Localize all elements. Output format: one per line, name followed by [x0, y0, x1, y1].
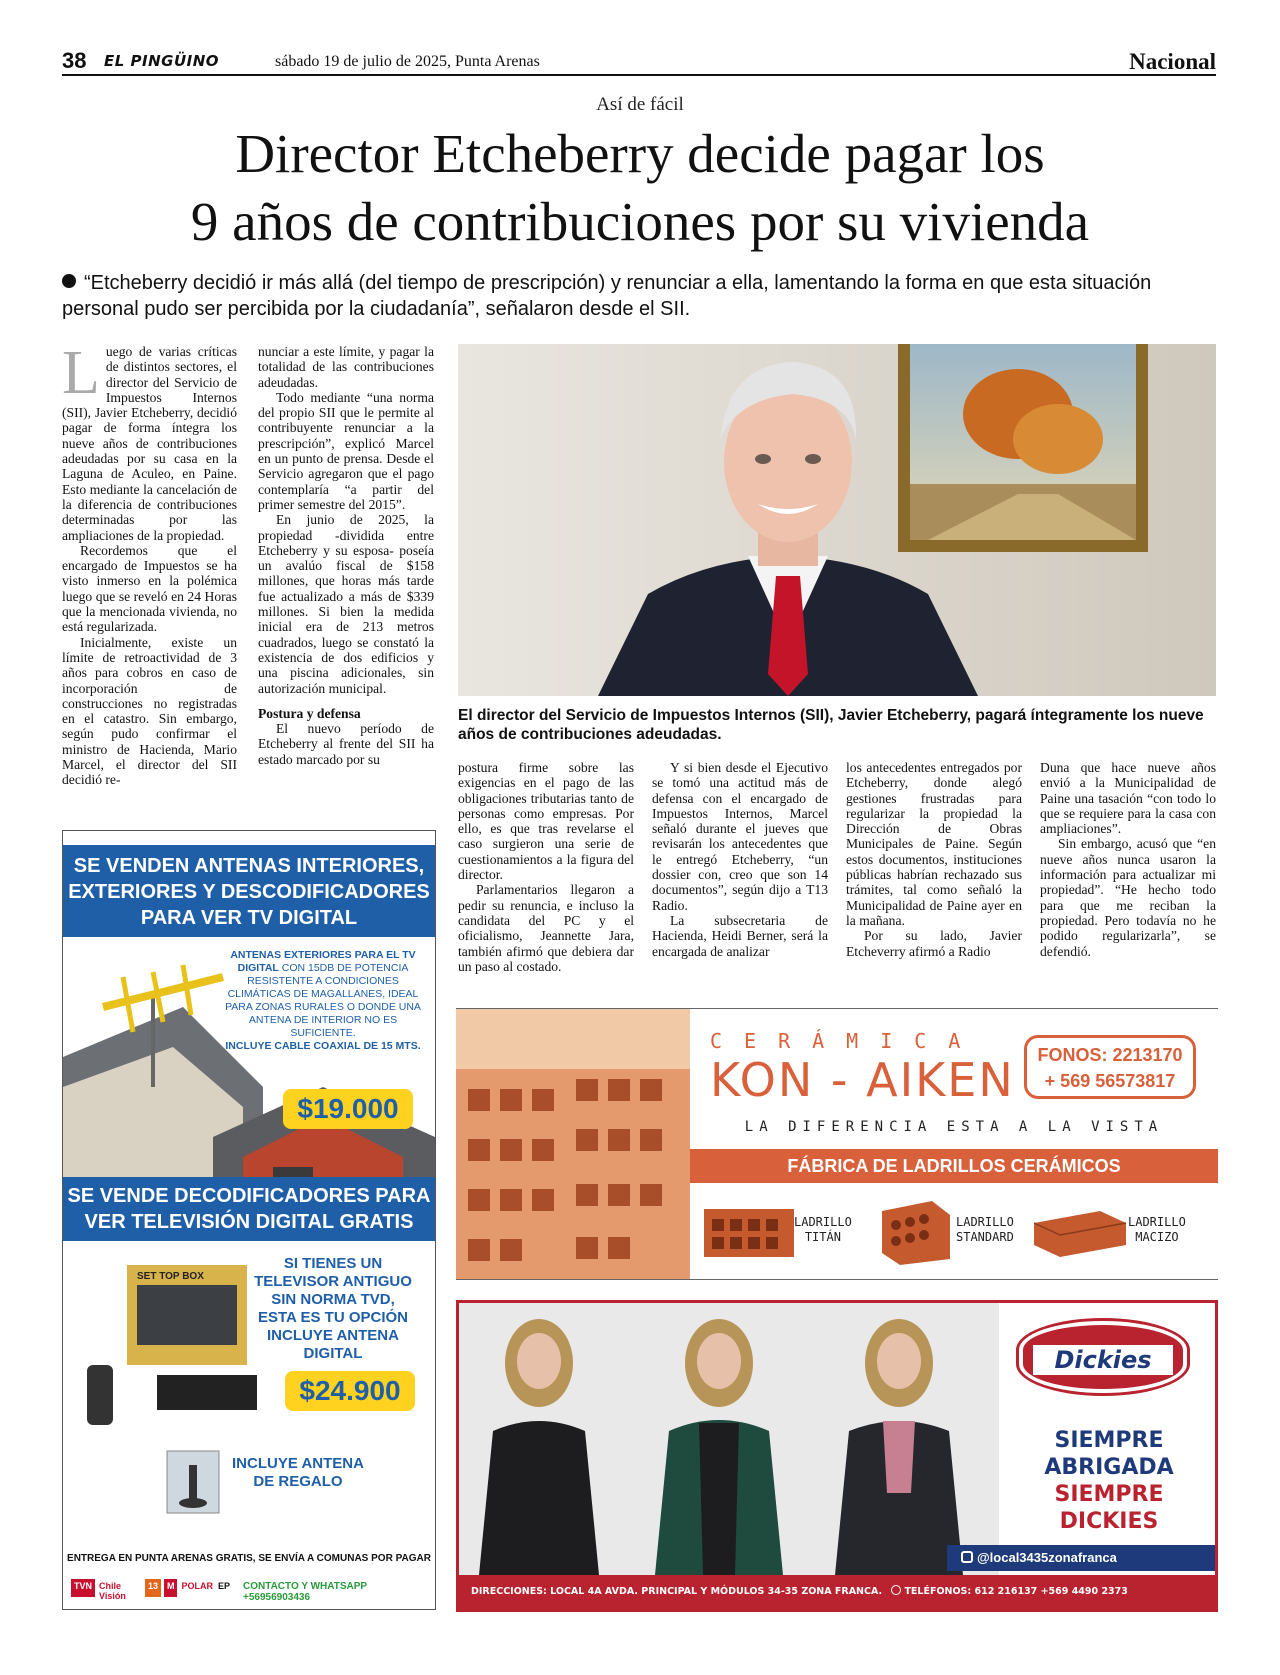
logo-text: Dickies — [1033, 1345, 1173, 1375]
article-column-2 — [258, 344, 434, 767]
channel-logo-13: 13 — [145, 1579, 161, 1597]
phone-2: + 569 56573817 — [1044, 1071, 1176, 1091]
contact-whatsapp: CONTACTO Y WHATSAPP +56956903436 — [243, 1581, 367, 1603]
product-line: LADRILLO — [956, 1215, 1014, 1229]
page-number: 38 — [62, 48, 87, 73]
channel-logo-tvn: TVN — [71, 1579, 95, 1597]
paragraph-text: uego de varias críticas de distintos sectores, el director del Servicio de Impuestos Internos (SII), Javier Etcheberry, decidió pagar de forma íntegra los nueve años de contribuciones adeudadas por su casa en la Laguna de Aculeo, en Paine. Esto mediante la cancelación de la diferencia de contribuciones determinadas por las ampliaciones de la propiedad. — [62, 344, 237, 543]
gift-antenna-image — [163, 1447, 223, 1517]
paragraph: nunciar a este límite, y pagar la totalidad de las contribuciones adeudadas. — [258, 344, 434, 390]
paragraph: Sin embargo, acusó que “en nueve años nunca usaron la información para actualizar mi propiedad”. “He hecho todo para que me reciban la propiedad. Pero todavía no he podido regularizarla”, se defendió. — [1040, 836, 1216, 959]
paragraph: Parlamentarios llegaron a pedir su renuncia, e incluso la candidata del PC y el oficialismo, Jeannette Jara, también afirmó que debiera dar un paso al costado. — [458, 882, 634, 974]
brick-macizo-icon — [1030, 1205, 1130, 1261]
bullet-icon — [62, 274, 76, 288]
antenna-description — [223, 949, 423, 1053]
paragraph: El nuevo período de Etcheberry al frente del SII ha estado marcado por su — [258, 721, 434, 767]
portrait-image — [458, 344, 1216, 696]
paragraph: Inicialmente, existe un límite de retroactividad de 3 años para cobros en caso de incorporación de construcciones no registradas en el catastro. Sin embargo, según pudo confirmar el ministro de Hacienda, Mario Marcel, el director del SII decidió re- — [62, 634, 237, 788]
subheading: Postura y defensa — [258, 705, 361, 721]
brand-big: KON - AIKEN — [710, 1053, 1015, 1107]
phones-text: TELÉFONOS: 612 216137 +569 4490 2373 — [904, 1586, 1128, 1597]
product-line: TITÁN — [804, 1230, 841, 1244]
kicker: Así de fácil — [596, 94, 684, 115]
tv-text-line: DIGITAL — [303, 1345, 363, 1362]
product-titan-label — [794, 1215, 852, 1245]
channel-logo-mega: M — [164, 1579, 178, 1597]
phone-1: FONOS: 2213170 — [1037, 1045, 1183, 1065]
drop-cap: L — [62, 339, 100, 407]
box-label: SET TOP BOX — [137, 1271, 204, 1282]
paper-logo: EL PINGÜINO — [104, 52, 220, 70]
page-header — [62, 48, 1216, 76]
paragraph: La subsecretaria de Hacienda, Heidi Berner, será la encargada de analizar — [652, 912, 828, 959]
paragraph: Duna que hace nueve años envió a la Municipalidad de Paine una tasación “con todo lo que se requiere para la casa con ampliaciones”. — [1040, 760, 1216, 837]
banner-line: PARA VER TV DIGITAL — [140, 907, 358, 929]
gift-line: DE REGALO — [253, 1473, 343, 1490]
tv-text-line: SIN NORMA TVD, — [271, 1291, 395, 1308]
headline-line-1: Director Etcheberry decide pagar los — [235, 123, 1045, 184]
brick-standard-icon — [876, 1195, 956, 1269]
delivery-footer: ENTREGA EN PUNTA ARENAS GRATIS, SE ENVÍA A COMUNAS POR PAGAR — [67, 1553, 431, 1564]
phone-icon — [891, 1585, 901, 1595]
desc-rest: CON 15DB DE POTENCIA RESISTENTE A CONDICIONES CLIMÁTICAS DE MAGALLANES, IDEAL PARA ZONAS RURALES O DONDE UNA ANTENA DE INTERIOR NO ES SUFICIENTE. — [225, 962, 421, 1039]
dickies-slogan — [999, 1427, 1218, 1535]
paragraph: los antecedentes entregados por Etcheberry, donde alegó gestiones frustradas para regularizar la propiedad la Dirección de Obras Municipales de Paine. Según estos documentos, instituciones públicas habrían rechazado sus trámites, tal como señaló la Municipalidad de Paine ayer en la mañana. — [846, 760, 1022, 928]
channel-logo-polar: POLAR — [181, 1581, 213, 1591]
banner-line: VER TELEVISIÓN DIGITAL GRATIS — [84, 1211, 414, 1233]
channel-logos — [71, 1579, 231, 1601]
price-tag-decoder: $24.900 — [285, 1371, 415, 1411]
paragraph: En junio de 2025, la propiedad -dividida entre Etcheberry y su esposa- poseía un avalúo fiscal de $158 millones, que horas más tarde fue actualizado a más de $339 millones. Si bien la medida inicial era de 213 metros cuadrados, luego se constató la existencia de dos edificios y una piscina adicionales, sin autorización municipal. — [258, 512, 434, 696]
article-column-4 — [652, 760, 828, 959]
price-tag-antenna: $19.000 — [283, 1089, 413, 1129]
product-line: LADRILLO — [1128, 1215, 1186, 1229]
paragraph — [62, 339, 237, 543]
instagram-handle — [947, 1545, 1215, 1571]
set-top-box-image — [77, 1255, 267, 1435]
article-column-6 — [1040, 760, 1216, 959]
dickies-logo — [1019, 1321, 1187, 1393]
bricks-image — [456, 1009, 690, 1280]
instagram-icon — [961, 1551, 973, 1563]
channel-logo-ep: EP — [217, 1581, 230, 1591]
headline-line-2: 9 años de contribuciones por su vivienda — [190, 191, 1090, 252]
brand-small: CERÁMICA — [710, 1029, 983, 1053]
social-text: @local3435zonafranca — [977, 1550, 1117, 1565]
product-line: LADRILLO — [794, 1215, 852, 1229]
slogan: LA DIFERENCIA ESTA A LA VISTA — [744, 1119, 1164, 1135]
channel-logo-chv: Chile Visión — [99, 1581, 126, 1601]
lead-text: “Etcheberry decidió ir más allá (del tiempo de prescripción) y renunciar a ella, lamentando la forma en que esta situación personal pudo ser percibida por la ciudadanía”, señalaron desde el SII. — [62, 272, 1152, 320]
slogan-line: SIEMPRE — [1054, 1428, 1164, 1453]
slogan-line: DICKIES — [1059, 1509, 1159, 1534]
desc-cable: INCLUYE CABLE COAXIAL DE 15 MTS. — [225, 1040, 421, 1052]
banner-line: SE VENDEN ANTENAS INTERIORES, — [73, 855, 425, 877]
tv-offer-text — [243, 1255, 423, 1363]
photo-caption: El director del Servicio de Impuestos Internos (SII), Javier Etcheberry, pagará íntegramente los nueve años de contribuciones adeudadas. — [458, 707, 1204, 743]
tv-text-line: TELEVISOR ANTIGUO — [254, 1273, 412, 1290]
brick-titan-icon — [700, 1201, 800, 1265]
lead-paragraph — [62, 270, 1212, 322]
product-line: MACIZO — [1135, 1230, 1179, 1244]
dickies-advertisement — [456, 1300, 1218, 1612]
desc-bold: ANTENAS EXTERIORES PARA EL TV DIGITAL — [230, 949, 416, 974]
product-macizo-label — [1128, 1215, 1186, 1245]
paragraph: Recordemos que el encargado de Impuestos se ha visto inmerso en la polémica luego que se reveló en 24 Horas que la mencionada vivienda, no está regularizada. — [62, 542, 237, 635]
article-column-5 — [846, 760, 1022, 959]
date-line: sábado 19 de julio de 2025, Punta Arenas — [275, 53, 540, 70]
product-standard-label — [956, 1215, 1014, 1245]
ceramica-advertisement — [456, 1008, 1218, 1280]
ad-banner-top — [63, 845, 435, 937]
headline — [40, 120, 1240, 256]
ad-banner-middle — [63, 1177, 435, 1241]
directions-text: DIRECCIONES: LOCAL 4A AVDA. PRINCIPAL Y MÓDULOS 34-35 ZONA FRANCA. — [471, 1586, 883, 1597]
product-line: STANDARD — [956, 1230, 1014, 1244]
article-photo — [458, 344, 1216, 696]
tv-text-line: ESTA ES TU OPCIÓN — [257, 1309, 408, 1326]
paragraph: Todo mediante “una norma del propio SII que le permite al contribuyente renunciar a la prescripción”, explicó Marcel en un punto de prensa. Desde el Servicio agregaron que el pago contemplaría “a partir del primer semestre del 2015”. — [258, 389, 434, 512]
slogan-line: SIEMPRE — [1054, 1482, 1164, 1507]
directions-bar — [459, 1575, 1215, 1609]
tv-text-line: SI TIENES UN — [283, 1255, 383, 1272]
gift-text — [223, 1455, 373, 1491]
article-column-1 — [62, 339, 237, 788]
models-image — [459, 1303, 999, 1575]
phones-box — [1024, 1035, 1196, 1099]
antenna-advertisement — [62, 830, 436, 1610]
tv-text-line: INCLUYE ANTENA — [267, 1327, 399, 1344]
paragraph: Por su lado, Javier Etcheverry afirmó a Radio — [846, 928, 1022, 959]
factory-band: FÁBRICA DE LADRILLOS CERÁMICOS — [690, 1149, 1218, 1183]
paragraph: Y si bien desde el Ejecutivo se tomó una actitud más de defensa con el encargado de Impuestos Internos, Marcel señaló durante el jueves que revisarán los antecedentes que le entregó Etcheberry, “un dossier con, creo que son 14 documentos”, según dijo a T13 Radio. — [652, 760, 828, 913]
slogan-line: ABRIGADA — [1044, 1455, 1174, 1480]
article-column-3 — [458, 760, 634, 974]
banner-line: SE VENDE DECODIFICADORES PARA — [67, 1185, 431, 1207]
section-name: Nacional — [1129, 49, 1216, 74]
gift-line: INCLUYE ANTENA — [232, 1455, 364, 1472]
paragraph: postura firme sobre las exigencias en el pago de las obligaciones tributarias tanto de personas como empresas. Por ello, es que tras revelarse el caso surgieron una serie de cuestionamientos a la figura del director. — [458, 760, 634, 883]
banner-line: EXTERIORES Y DESCODIFICADORES — [68, 881, 430, 903]
